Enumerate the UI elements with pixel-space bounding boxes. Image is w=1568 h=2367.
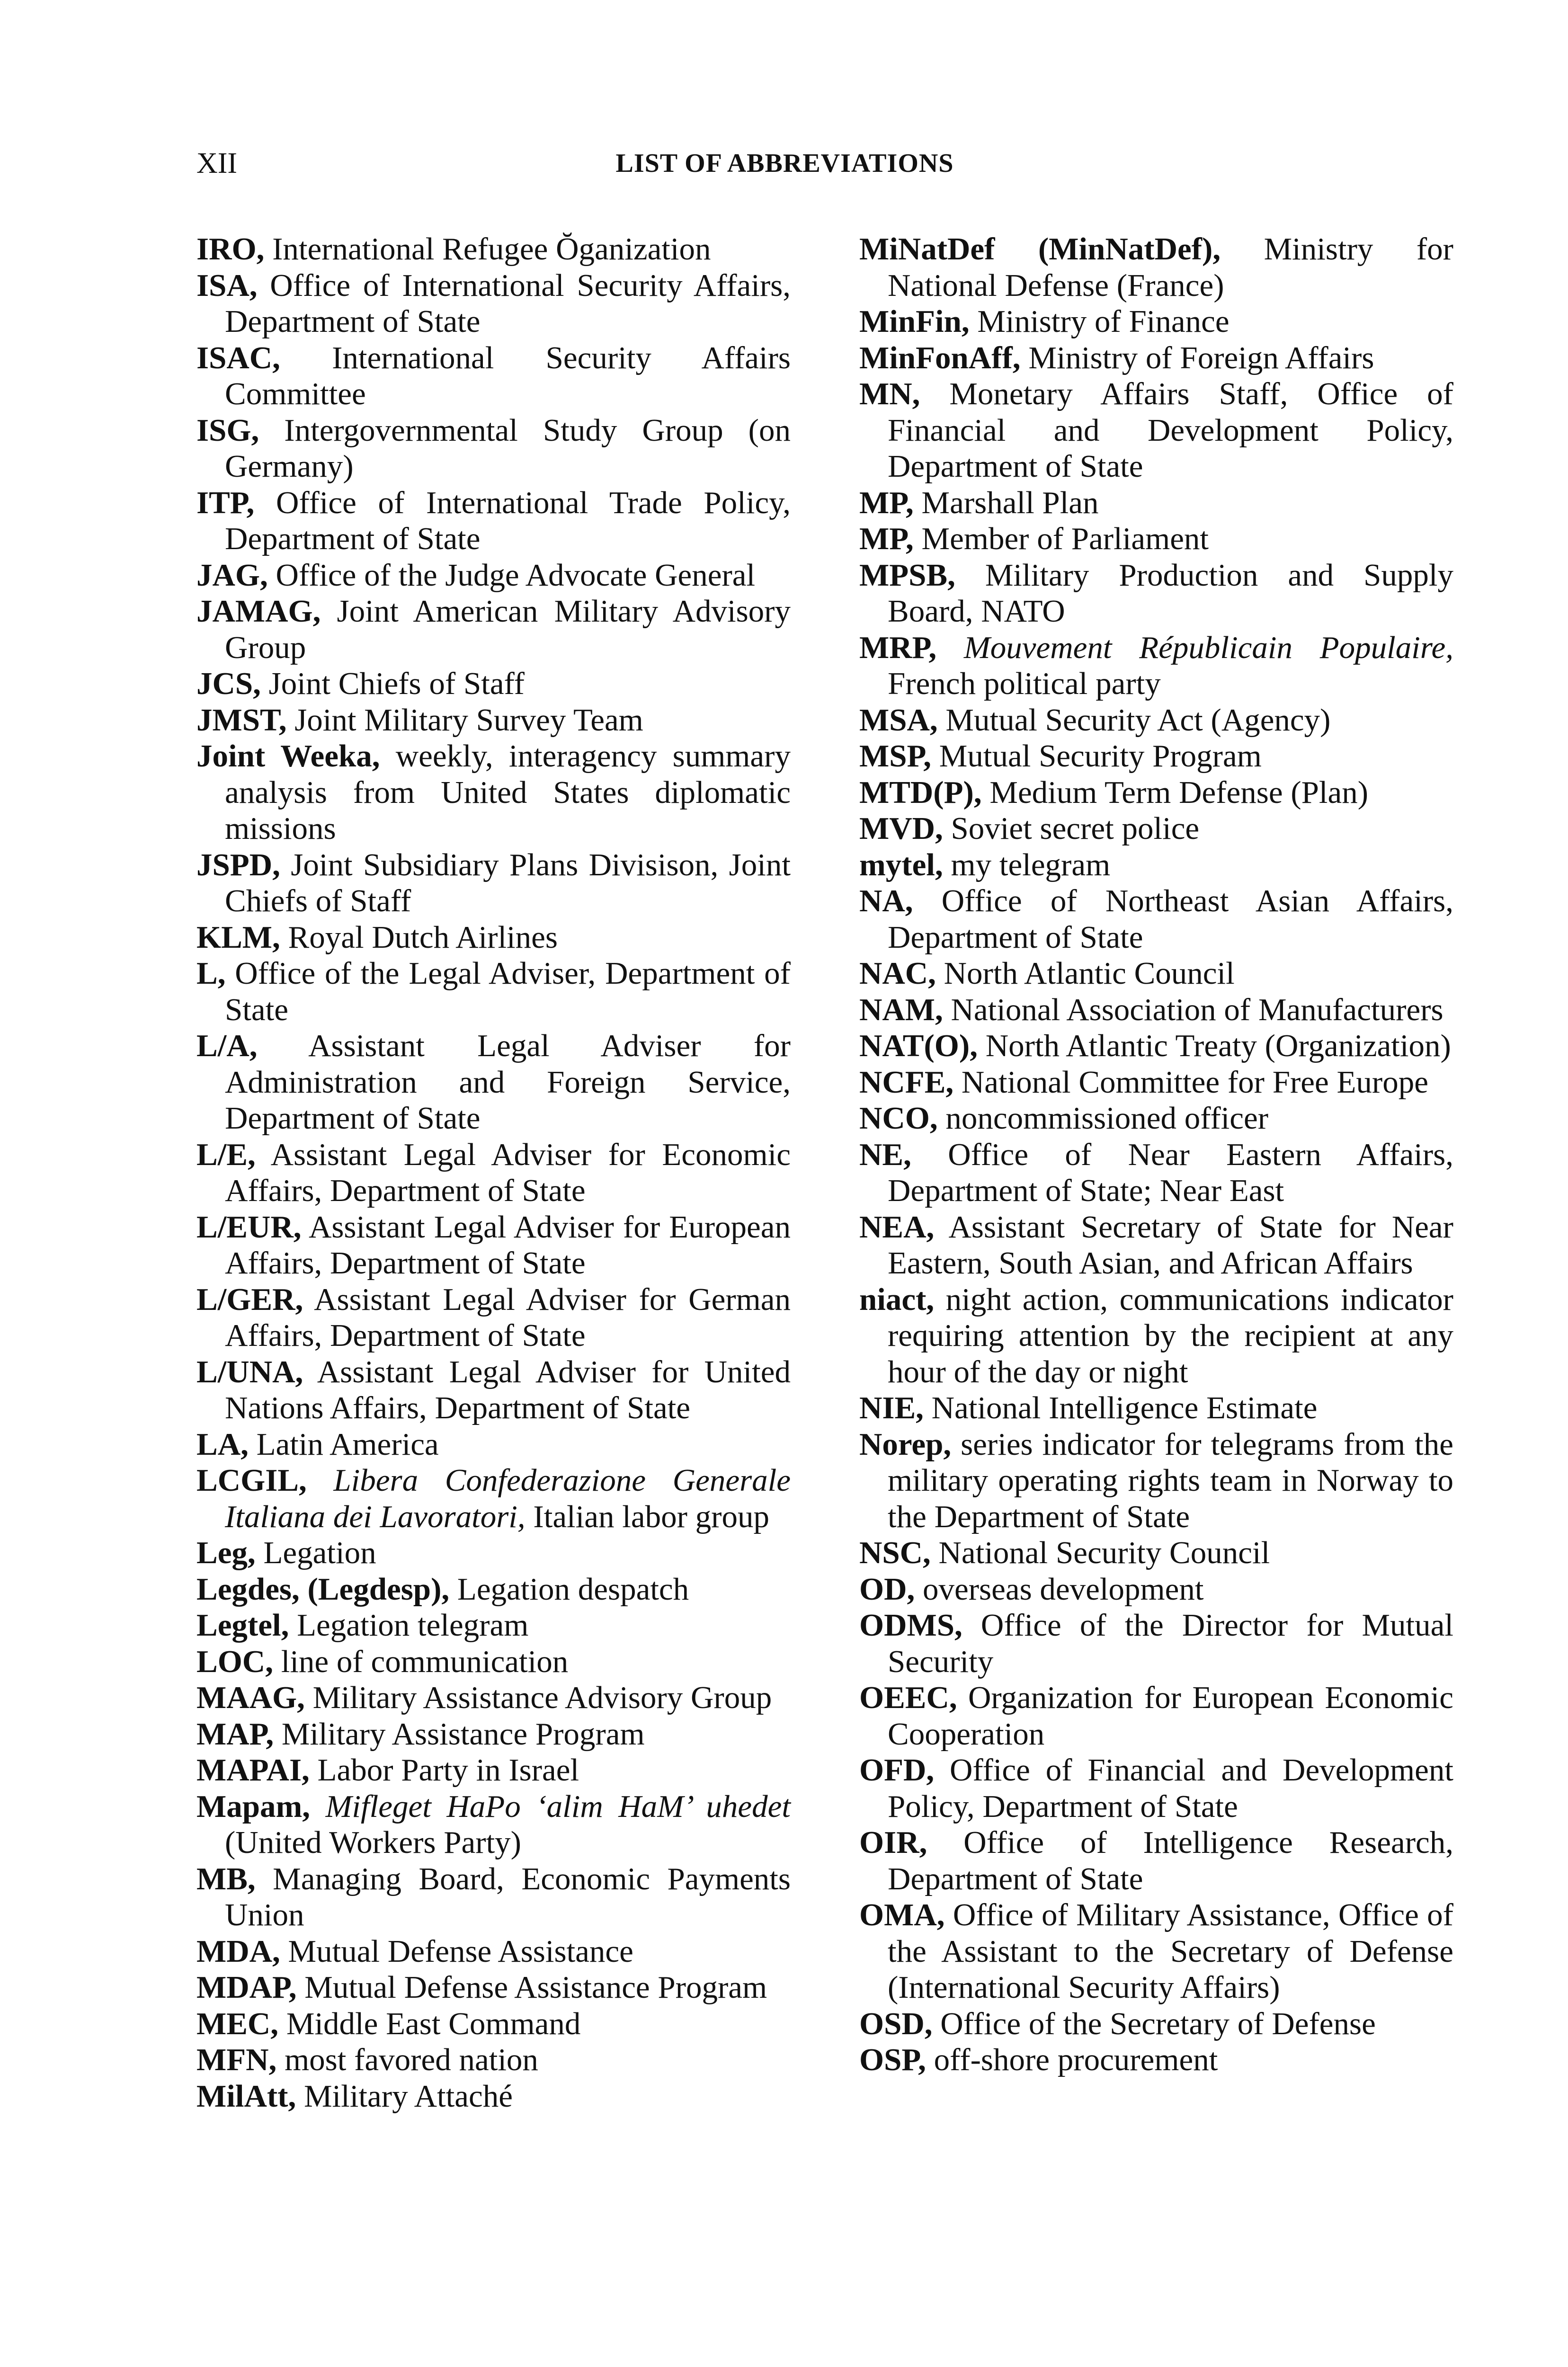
abbreviation-term: OD, — [859, 1571, 915, 1607]
abbreviation-entry — [859, 231, 1453, 303]
abbreviation-definition: Ministry for National Defense (France) — [888, 231, 1453, 303]
abbreviation-definition: most favored nation — [276, 2042, 538, 2077]
abbreviation-definition: Mutual Defense Assistance Program — [296, 1970, 767, 2005]
abbreviation-definition: Middle East Command — [278, 2006, 581, 2041]
abbreviation-entry — [859, 1390, 1453, 1426]
abbreviation-term: L/EUR, — [196, 1209, 302, 1245]
abbreviation-entry — [196, 2006, 791, 2042]
abbreviation-term: MSA, — [859, 702, 938, 738]
abbreviation-definition: National Committee for Free Europe — [953, 1064, 1428, 1100]
abbreviation-term: MAAG, — [196, 1680, 305, 1715]
abbreviation-definition: Office of the Director for Mutual Security — [888, 1608, 1453, 1679]
abbreviation-entry — [859, 847, 1453, 883]
page-number: XII — [196, 147, 238, 179]
abbreviation-term: MP, — [859, 485, 914, 520]
abbreviation-term: NAT(O), — [859, 1028, 978, 1063]
abbreviation-entry — [859, 1607, 1453, 1680]
abbreviation-term: MDAP, — [196, 1970, 297, 2005]
abbreviation-definition: my telegram — [943, 847, 1111, 882]
abbreviation-term: NAM, — [859, 992, 943, 1027]
abbreviation-entry — [196, 1933, 791, 1970]
abbreviation-definition: Ministry of Foreign Affairs — [1020, 340, 1374, 375]
abbreviation-definition: Legation telegram — [289, 1608, 529, 1643]
right-column — [859, 231, 1453, 2078]
abbreviation-entry — [196, 666, 791, 702]
abbreviation-definition: French political party — [888, 666, 1161, 701]
abbreviation-definition: Ministry of Finance — [969, 304, 1229, 339]
abbreviation-term: MEC, — [196, 2006, 279, 2041]
abbreviation-definition: Legation despatch — [449, 1571, 689, 1607]
abbreviation-term: NA, — [859, 883, 913, 918]
abbreviation-definition: Office of Intelligence Research, Department of State — [888, 1825, 1453, 1896]
abbreviation-term: ODMS, — [859, 1608, 962, 1643]
abbreviation-term: NCO, — [859, 1101, 938, 1136]
abbreviation-term: OFD, — [859, 1753, 935, 1788]
abbreviation-term: MN, — [859, 376, 920, 411]
abbreviation-term: Legdes, (Legdesp), — [196, 1571, 450, 1607]
abbreviation-definition: Office of Military Assistance, Office of the Assistant to the Secretary of Defense (International Security Affairs) — [888, 1897, 1453, 2005]
abbreviation-term: L/A, — [196, 1028, 258, 1063]
abbreviation-entry — [859, 774, 1453, 811]
abbreviation-entry — [859, 1571, 1453, 1608]
abbreviation-definition: weekly, interagency summary analysis from United States diplomatic missions — [225, 739, 791, 846]
abbreviation-definition: National Association of Manufacturers — [943, 992, 1443, 1027]
abbreviation-definition: Assistant Legal Adviser for German Affairs, Department of State — [225, 1281, 791, 1353]
abbreviation-entry — [196, 1716, 791, 1753]
abbreviation-term: MTD(P), — [859, 774, 982, 810]
abbreviation-definition: off-shore procurement — [926, 2042, 1218, 2077]
abbreviation-definition: Member of Parliament — [913, 521, 1209, 556]
abbreviation-definition: Office of the Judge Advocate General — [267, 557, 756, 593]
abbreviation-term: NAC, — [859, 956, 936, 991]
abbreviation-entry — [859, 303, 1453, 340]
abbreviation-entry — [859, 1028, 1453, 1064]
abbreviation-term: JSPD, — [196, 847, 280, 882]
abbreviation-term: L/UNA, — [196, 1354, 303, 1389]
abbreviation-definition: Military Production and Supply Board, NATO — [888, 557, 1453, 629]
abbreviation-entry — [859, 738, 1453, 774]
abbreviation-entry — [859, 376, 1453, 485]
abbreviation-entry — [196, 1644, 791, 1680]
abbreviation-entry — [859, 557, 1453, 630]
abbreviation-term: ITP, — [196, 485, 255, 520]
abbreviation-definition: Legation — [255, 1535, 376, 1570]
abbreviation-definition: Assistant Secretary of State for Near Eastern, South Asian, and African Affairs — [888, 1209, 1453, 1281]
abbreviation-entry — [859, 1426, 1453, 1535]
abbreviation-definition: Labor Party in Israel — [309, 1753, 579, 1788]
abbreviation-definition: Office of Financial and Development Policy, Department of State — [888, 1753, 1453, 1824]
abbreviation-entry — [859, 1680, 1453, 1752]
abbreviation-entry — [196, 1752, 791, 1789]
abbreviation-entry — [196, 738, 791, 847]
abbreviation-term: MPSB, — [859, 557, 955, 593]
abbreviation-definition: Office of the Legal Adviser, Department of State — [225, 956, 791, 1027]
abbreviation-entry — [859, 883, 1453, 955]
abbreviation-entry — [196, 340, 791, 412]
abbreviation-term: L/GER, — [196, 1281, 303, 1317]
abbreviation-term: JMST, — [196, 702, 287, 738]
abbreviation-term: MAP, — [196, 1716, 274, 1752]
abbreviation-term: MP, — [859, 521, 914, 556]
abbreviation-definition: Office of Near Eastern Affairs, Department of State; Near East — [888, 1137, 1453, 1208]
abbreviation-entry — [859, 1897, 1453, 2006]
abbreviation-term: OIR, — [859, 1825, 927, 1860]
abbreviation-definition: Joint Military Survey Team — [286, 702, 643, 738]
abbreviation-definition: Military Assistance Program — [274, 1716, 645, 1752]
running-title: LIST OF ABBREVIATIONS — [615, 149, 954, 178]
abbreviation-definition: Marshall Plan — [913, 485, 1099, 520]
abbreviation-term: Legtel, — [196, 1608, 289, 1643]
abbreviation-definition: National Security Council — [930, 1535, 1270, 1570]
abbreviation-entry — [196, 1571, 791, 1608]
abbreviation-definition: North Atlantic Council — [935, 956, 1235, 991]
abbreviation-definition: Medium Term Defense (Plan) — [981, 774, 1369, 810]
abbreviation-term: Leg, — [196, 1535, 256, 1570]
abbreviation-definition: Joint Chiefs of Staff — [260, 666, 525, 701]
abbreviation-entry — [196, 1535, 791, 1571]
abbreviation-term: NCFE, — [859, 1064, 954, 1100]
abbreviation-term: OSP, — [859, 2042, 926, 2077]
abbreviation-entry — [196, 485, 791, 557]
abbreviation-entry — [196, 955, 791, 1028]
abbreviation-entry — [196, 702, 791, 739]
abbreviation-term: MFN, — [196, 2042, 277, 2077]
abbreviation-entry — [196, 1789, 791, 1861]
abbreviation-definition: Assistant Legal Adviser for Administration and Foreign Service, Department of State — [225, 1028, 791, 1136]
abbreviation-term: ISAC, — [196, 340, 280, 375]
abbreviation-term: Mapam, — [196, 1789, 311, 1824]
abbreviation-term: JCS, — [196, 666, 261, 701]
abbreviation-entry — [859, 992, 1453, 1028]
abbreviation-term: L/E, — [196, 1137, 256, 1172]
abbreviation-entry — [859, 702, 1453, 739]
abbreviation-term: JAMAG, — [196, 594, 321, 629]
abbreviation-definition: Monetary Affairs Staff, Office of Financial and Development Policy, Department of State — [888, 376, 1453, 484]
abbreviation-definition: Assistant Legal Adviser for United Nations Affairs, Department of State — [225, 1354, 791, 1425]
abbreviation-definition: noncommissioned officer — [937, 1101, 1269, 1136]
abbreviation-entry — [196, 1680, 791, 1716]
abbreviation-definition: National Intelligence Estimate — [923, 1390, 1318, 1425]
abbreviation-term: MDA, — [196, 1933, 280, 1969]
abbreviation-term: MSP, — [859, 739, 932, 774]
abbreviation-definition: Managing Board, Economic Payments Union — [225, 1861, 791, 1932]
abbreviation-definition: Royal Dutch Airlines — [280, 919, 558, 955]
abbreviation-definition: Military Attaché — [296, 2078, 513, 2114]
abbreviation-entry — [859, 1752, 1453, 1824]
abbreviation-definition: Soviet secret police — [943, 811, 1200, 846]
abbreviation-entry — [196, 267, 791, 340]
abbreviation-definition-italic: Mifleget HaPo ‘alim HaM’ uhedet — [310, 1789, 791, 1824]
abbreviation-term: NEA, — [859, 1209, 935, 1245]
abbreviation-definition: Organization for European Economic Cooperation — [888, 1680, 1453, 1752]
abbreviation-entry — [859, 2042, 1453, 2078]
abbreviation-entry — [859, 630, 1453, 702]
abbreviation-definition-italic: Mouvement Républicain Populaire, — [936, 630, 1453, 665]
abbreviation-term: ISG, — [196, 412, 259, 448]
abbreviation-term: LOC, — [196, 1644, 273, 1679]
abbreviation-entry — [196, 1426, 791, 1463]
abbreviation-entry — [859, 1535, 1453, 1571]
abbreviation-term: OEEC, — [859, 1680, 957, 1715]
abbreviation-entry — [196, 1354, 791, 1426]
abbreviation-definition: Intergovernmental Study Group (on Germany) — [225, 412, 791, 484]
abbreviation-definition: Mutual Defense Assistance — [280, 1933, 633, 1969]
abbreviation-definition: (United Workers Party) — [225, 1825, 521, 1860]
abbreviation-entry — [196, 1137, 791, 1209]
abbreviation-term: NE, — [859, 1137, 911, 1172]
abbreviation-entry — [196, 1462, 791, 1535]
abbreviation-term: MilAtt, — [196, 2078, 296, 2114]
abbreviation-entry — [196, 593, 791, 666]
abbreviation-term: Norep, — [859, 1426, 952, 1462]
abbreviation-entry — [196, 231, 791, 267]
abbreviation-definition: Joint American Military Advisory Group — [225, 594, 791, 665]
page-header — [196, 142, 1373, 185]
abbreviation-definition: North Atlantic Treaty (Organization) — [977, 1028, 1451, 1063]
abbreviation-entry — [859, 1209, 1453, 1281]
abbreviation-definition: Italian labor group — [525, 1499, 769, 1534]
abbreviation-entry — [859, 1100, 1453, 1137]
abbreviation-definition: Office of Northeast Asian Affairs, Department of State — [888, 883, 1453, 955]
abbreviation-definition: Assistant Legal Adviser for Economic Affairs, Department of State — [225, 1137, 791, 1208]
abbreviation-entry — [196, 1607, 791, 1644]
abbreviation-term: MAPAI, — [196, 1753, 310, 1788]
abbreviation-term: KLM, — [196, 919, 280, 955]
abbreviation-definition: Office of the Secretary of Defense — [932, 2006, 1376, 2041]
abbreviation-definition: Joint Subsidiary Plans Divisison, Joint Chiefs of Staff — [225, 847, 791, 918]
abbreviation-entry — [196, 412, 791, 485]
abbreviation-definition: Office of International Trade Policy, Department of State — [225, 485, 791, 556]
abbreviation-entry — [859, 1064, 1453, 1101]
abbreviation-definition: Assistant Legal Adviser for European Affairs, Department of State — [225, 1209, 791, 1281]
abbreviation-entry — [196, 1969, 791, 2006]
abbreviation-term: LA, — [196, 1426, 249, 1462]
abbreviation-term: NSC, — [859, 1535, 931, 1570]
abbreviation-definition: Military Assistance Advisory Group — [304, 1680, 772, 1715]
abbreviation-entry — [859, 521, 1453, 557]
abbreviation-term: MRP, — [859, 630, 937, 665]
abbreviation-term: mytel, — [859, 847, 943, 882]
abbreviation-entry — [859, 1281, 1453, 1390]
abbreviation-term: IRO, — [196, 231, 265, 267]
abbreviation-term: OMA, — [859, 1897, 945, 1932]
abbreviation-term: MiNatDef (MinNatDef), — [859, 231, 1221, 267]
abbreviation-entry — [196, 1028, 791, 1137]
abbreviation-entry — [196, 919, 791, 956]
left-column — [196, 231, 791, 2114]
abbreviation-term: ISA, — [196, 267, 258, 303]
abbreviation-term: JAG, — [196, 557, 268, 593]
abbreviation-entry — [859, 810, 1453, 847]
abbreviation-term: MinFin, — [859, 304, 970, 339]
abbreviation-entry — [196, 847, 791, 919]
abbreviation-definition: series indicator for telegrams from the military operating rights team in Norway to the Department of State — [888, 1426, 1453, 1534]
abbreviation-entry — [859, 340, 1453, 376]
abbreviation-definition: International Security Affairs Committee — [225, 340, 791, 411]
abbreviation-definition: line of communication — [273, 1644, 569, 1679]
abbreviation-definition: International Refugee Ŏganization — [264, 231, 711, 267]
abbreviation-definition: Latin America — [248, 1426, 439, 1462]
abbreviation-definition: Office of International Security Affairs, Department of State — [225, 267, 791, 339]
abbreviation-term: Joint Weeka, — [196, 739, 380, 774]
abbreviation-entry — [196, 2042, 791, 2078]
abbreviation-term: MB, — [196, 1861, 256, 1896]
abbreviation-definition-italic: Libera Confederazione Generale Italiana dei Lavoratori, — [225, 1463, 791, 1534]
abbreviation-definition: overseas development — [915, 1571, 1204, 1607]
abbreviation-entry — [196, 1209, 791, 1281]
abbreviation-definition: night action, communications indicator requiring attention by the recipient at any hour of the day or night — [888, 1281, 1453, 1389]
abbreviation-term: NIE, — [859, 1390, 924, 1425]
abbreviation-entry — [196, 2078, 791, 2115]
abbreviation-entry — [859, 2006, 1453, 2042]
abbreviation-entry — [196, 1281, 791, 1354]
abbreviation-entry — [859, 1137, 1453, 1209]
abbreviation-term: MinFonAff, — [859, 340, 1021, 375]
abbreviation-entry — [859, 1824, 1453, 1897]
abbreviation-term: OSD, — [859, 2006, 933, 2041]
abbreviation-entry — [859, 485, 1453, 521]
abbreviation-term: LCGIL, — [196, 1463, 307, 1498]
abbreviation-term: niact, — [859, 1281, 935, 1317]
abbreviation-entry — [859, 955, 1453, 992]
abbreviation-definition: Mutual Security Program — [931, 739, 1262, 774]
abbreviation-entry — [196, 557, 791, 594]
abbreviation-definition: Mutual Security Act (Agency) — [937, 702, 1331, 738]
abbreviation-term: MVD, — [859, 811, 943, 846]
abbreviation-entry — [196, 1861, 791, 1933]
abbreviation-term: L, — [196, 956, 226, 991]
